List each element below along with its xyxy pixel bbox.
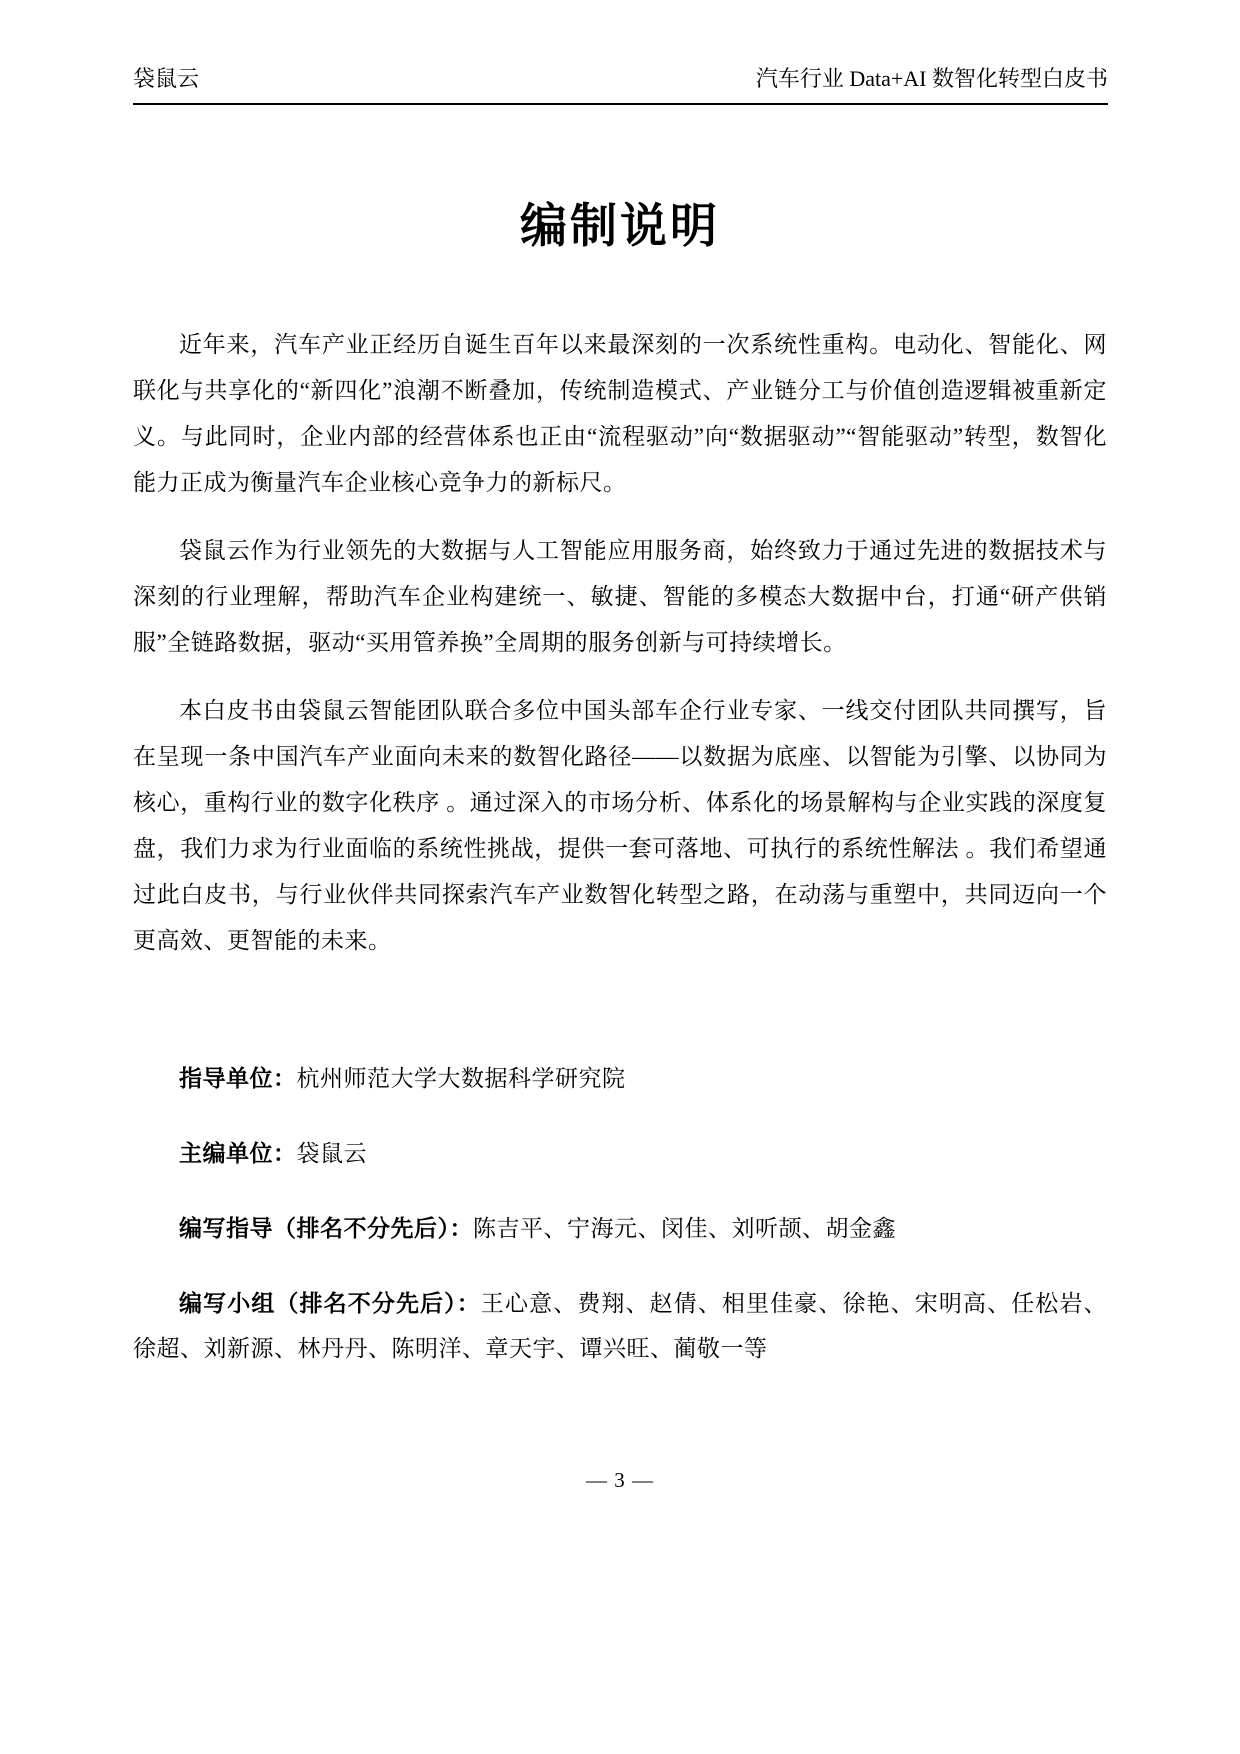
page-title: 编制说明 [520,201,720,254]
credit-row-writing-advisors [133,1206,1107,1251]
credit-label: 指导单位： [179,1066,297,1091]
body-paragraph: 袋鼠云作为行业领先的大数据与人工智能应用服务商，始终致力于通过先进的数据技术与深刻的行业理解，帮助汽车企业构建统一、敏捷、智能的多模态大数据中台，打通“研产供销服”全链路数据，驱动“买用管养换”全周期的服务创新与可持续增长。 [133,538,1107,655]
page-header [133,64,1108,94]
body-paragraph: 本白皮书由袋鼠云智能团队联合多位中国头部车企行业专家、一线交付团队共同撰写，旨在呈现一条中国汽车产业面向未来的数智化路径——以数据为底座、以智能为引擎、以协同为核心，重构行业的数字化秩序 。通过深入的市场分析、体系化的场景解构与企业实践的深度复盘，我们力求为行业面临的系统性挑战，提供一套可落地、可执行的系统性解法 。我们希望通过此白皮书，与行业伙伴共同探索汽车产业数智化转型之路，在动荡与重塑中，共同迈向一个更高效、更智能的未来。 [133,698,1107,953]
credit-row-chief-editor-unit [133,1131,1107,1176]
credit-value: 陈吉平、宁海元、闵佳、刘听颉、胡金鑫 [473,1216,896,1241]
credit-label: 编写指导（排名不分先后）： [179,1216,473,1241]
page-footer [0,1468,1240,1493]
header-doc-title: 汽车行业 Data+AI 数智化转型白皮书 [755,66,1108,91]
credit-value: 杭州师范大学大数据科学研究院 [296,1066,626,1091]
header-divider [133,103,1108,105]
body-content [133,322,1107,1401]
credit-label: 主编单位： [179,1141,297,1166]
credits-section [133,1056,1107,1371]
page-number: — 3 — [586,1468,654,1492]
credit-value: 袋鼠云 [296,1141,367,1166]
credit-row-guiding-unit [133,1056,1107,1101]
credit-row-writing-team [133,1281,1107,1371]
body-paragraph: 近年来，汽车产业正经历自诞生百年以来最深刻的一次系统性重构。电动化、智能化、网联化与共享化的“新四化”浪潮不断叠加，传统制造模式、产业链分工与价值创造逻辑被重新定义。与此同时，企业内部的经营体系也正由“流程驱动”向“数据驱动”“智能驱动”转型，数智化能力正成为衡量汽车企业核心竞争力的新标尺。 [133,332,1107,495]
brand-text: 袋鼠云 [133,66,200,91]
credit-value: 王心意、费翔、赵倩、相里佳豪、徐艳、宋明高、任松岩、徐超、刘新源、林丹丹、陈明洋、章天宇、谭兴旺、蔺敬一等 [133,1291,1108,1361]
credit-label: 编写小组（排名不分先后）： [179,1291,481,1316]
